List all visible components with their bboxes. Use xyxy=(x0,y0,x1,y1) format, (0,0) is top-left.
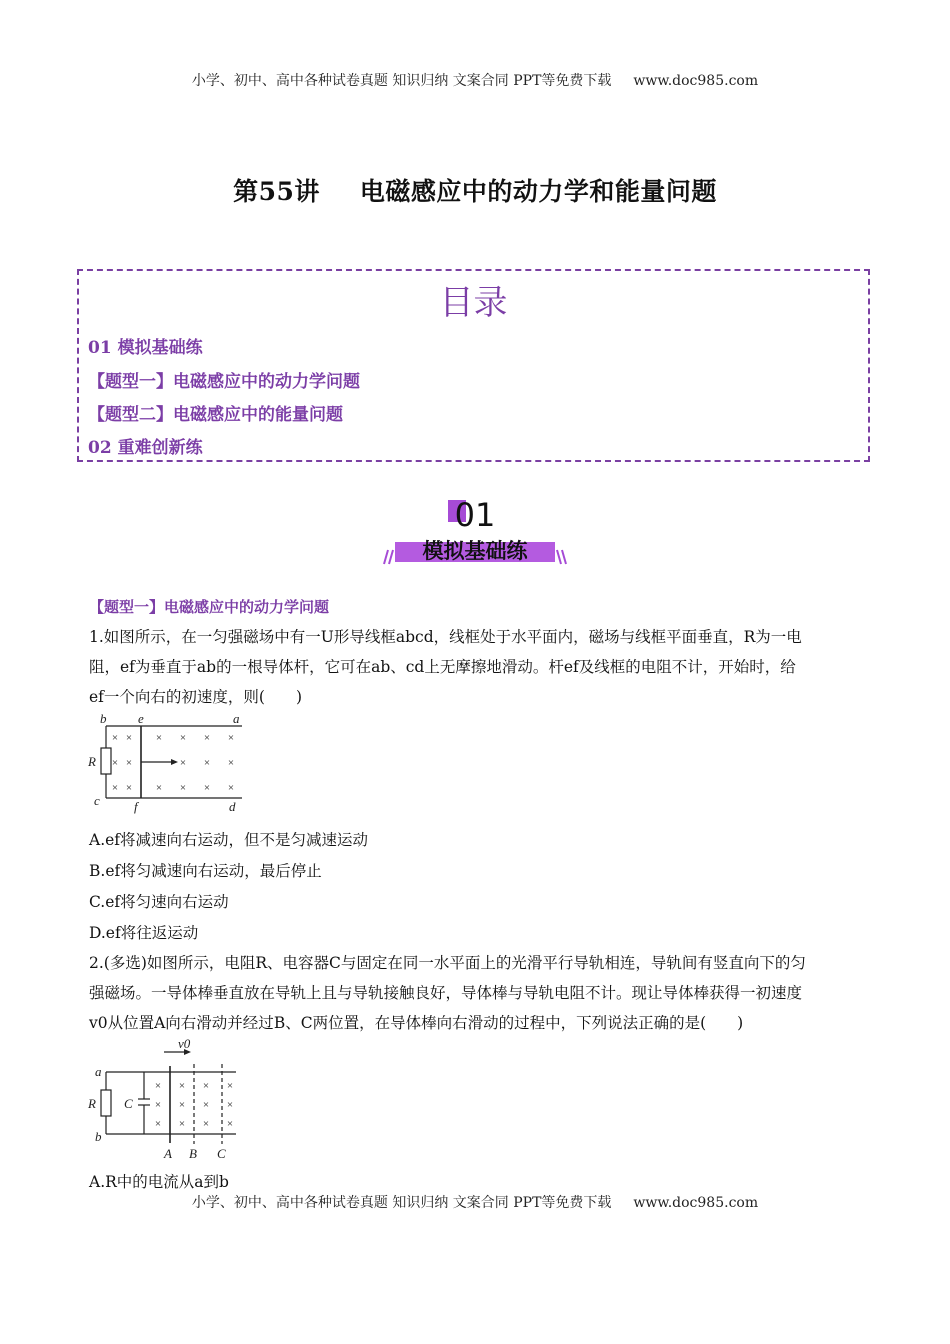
question-1-line-1: 1.如图所示，在一匀强磁场中有一U形导线框abcd，线框处于水平面内，磁场与线框平面垂直，R为一电 xyxy=(89,628,802,646)
badge-number: 01 xyxy=(454,496,496,534)
svg-text:R: R xyxy=(88,1096,96,1111)
question-1-option-a[interactable]: A.ef将减速向右运动，但不是匀减速运动 xyxy=(89,831,369,849)
svg-text:×: × xyxy=(227,757,235,769)
svg-text:R: R xyxy=(88,754,96,769)
svg-text:×: × xyxy=(202,1118,210,1130)
question-2-line-3: v0从位置A向右滑动并经过B、C两位置，在导体棒向右滑动的过程中，下列说法正确的是( ) xyxy=(89,1014,744,1032)
lecture-topic: 电磁感应中的动力学和能量问题 xyxy=(359,177,717,206)
svg-text:×: × xyxy=(125,732,133,744)
svg-text:×: × xyxy=(227,782,235,794)
header-text: 小学、初中、高中各种试卷真题 知识归纳 文案合同 PPT等免费下载 xyxy=(191,73,612,89)
svg-text:A: A xyxy=(164,1146,172,1161)
svg-text:a: a xyxy=(95,1064,102,1079)
question-2-line-1: 2.(多选)如图所示，电阻R、电容器C与固定在同一水平面上的光滑平行导轨相连，导轨间有竖直向下的匀 xyxy=(89,954,806,972)
svg-text:×: × xyxy=(178,1080,186,1092)
svg-text:e: e xyxy=(138,712,144,726)
svg-text:×: × xyxy=(226,1118,234,1130)
toc-heading: 目录 xyxy=(439,283,508,323)
page-footer xyxy=(0,1192,950,1212)
footer-text: 小学、初中、高中各种试卷真题 知识归纳 文案合同 PPT等免费下载 xyxy=(191,1195,612,1211)
svg-text:×: × xyxy=(226,1080,234,1092)
svg-text:×: × xyxy=(155,782,163,794)
svg-text:×: × xyxy=(179,732,187,744)
svg-text:×: × xyxy=(111,757,119,769)
toc-item-4[interactable]: 02 重难创新练 xyxy=(88,438,203,458)
question-1-option-c[interactable]: C.ef将匀速向右运动 xyxy=(89,893,229,911)
svg-text:×: × xyxy=(179,757,187,769)
question-2-option-a[interactable]: A.R中的电流从a到b xyxy=(89,1173,229,1191)
header-url[interactable]: www.doc985.com xyxy=(633,73,759,89)
svg-text:a: a xyxy=(233,712,240,726)
section-label: 【题型一】电磁感应中的动力学问题 xyxy=(89,598,330,616)
svg-text:C: C xyxy=(124,1096,133,1111)
svg-text:b: b xyxy=(95,1129,102,1144)
svg-text:×: × xyxy=(203,757,211,769)
question-2-line-2: 强磁场。一导体棒垂直放在导轨上且与导轨接触良好，导体棒与导轨电阻不计。现让导体棒获得一初速度 xyxy=(89,984,803,1002)
lecture-number: 第55讲 xyxy=(233,177,320,206)
svg-text:c: c xyxy=(94,793,100,808)
toc-item-3[interactable]: 【题型二】电磁感应中的能量问题 xyxy=(88,405,343,425)
svg-text:×: × xyxy=(226,1099,234,1111)
svg-text:b: b xyxy=(100,712,107,726)
footer-url[interactable]: www.doc985.com xyxy=(633,1195,759,1211)
svg-text:×: × xyxy=(179,782,187,794)
svg-text:×: × xyxy=(125,782,133,794)
svg-text:v0: v0 xyxy=(178,1038,191,1051)
svg-text:×: × xyxy=(111,782,119,794)
svg-text:B: B xyxy=(189,1146,197,1161)
svg-text:×: × xyxy=(227,732,235,744)
svg-text:×: × xyxy=(203,732,211,744)
svg-text:×: × xyxy=(178,1099,186,1111)
question-1-option-b[interactable]: B.ef将匀减速向右运动，最后停止 xyxy=(89,862,322,880)
question-1-text xyxy=(89,622,869,712)
toc-item-1[interactable]: 01 模拟基础练 xyxy=(88,338,203,358)
section-badge xyxy=(380,492,570,570)
svg-text:×: × xyxy=(155,732,163,744)
table-of-contents xyxy=(77,269,870,462)
section-badge-graphic xyxy=(380,492,570,570)
svg-text:d: d xyxy=(229,799,236,814)
svg-text:×: × xyxy=(154,1118,162,1130)
svg-text:×: × xyxy=(125,757,133,769)
badge-label: 模拟基础练 xyxy=(422,539,528,563)
svg-text:f: f xyxy=(134,799,138,814)
svg-text:×: × xyxy=(178,1118,186,1130)
svg-text:×: × xyxy=(202,1080,210,1092)
question-2-text xyxy=(89,948,869,1038)
toc-item-2[interactable]: 【题型一】电磁感应中的动力学问题 xyxy=(88,372,360,392)
svg-text:×: × xyxy=(154,1080,162,1092)
svg-text:×: × xyxy=(203,782,211,794)
question-2-figure xyxy=(86,1038,246,1163)
page-header xyxy=(0,70,950,90)
svg-text:C: C xyxy=(217,1146,226,1161)
page-title xyxy=(0,172,950,208)
question-1-line-3: ef一个向右的初速度，则( ) xyxy=(89,688,303,706)
svg-text:×: × xyxy=(154,1099,162,1111)
question-1-line-2: 阻，ef为垂直于ab的一根导体杆，它可在ab、cd上无摩擦地滑动。杆ef及线框的电阻不计，开始时，给 xyxy=(89,658,796,676)
svg-text:×: × xyxy=(111,732,119,744)
question-1-option-d[interactable]: D.ef将往返运动 xyxy=(89,924,199,942)
question-1-figure xyxy=(86,712,251,817)
svg-text:×: × xyxy=(202,1099,210,1111)
